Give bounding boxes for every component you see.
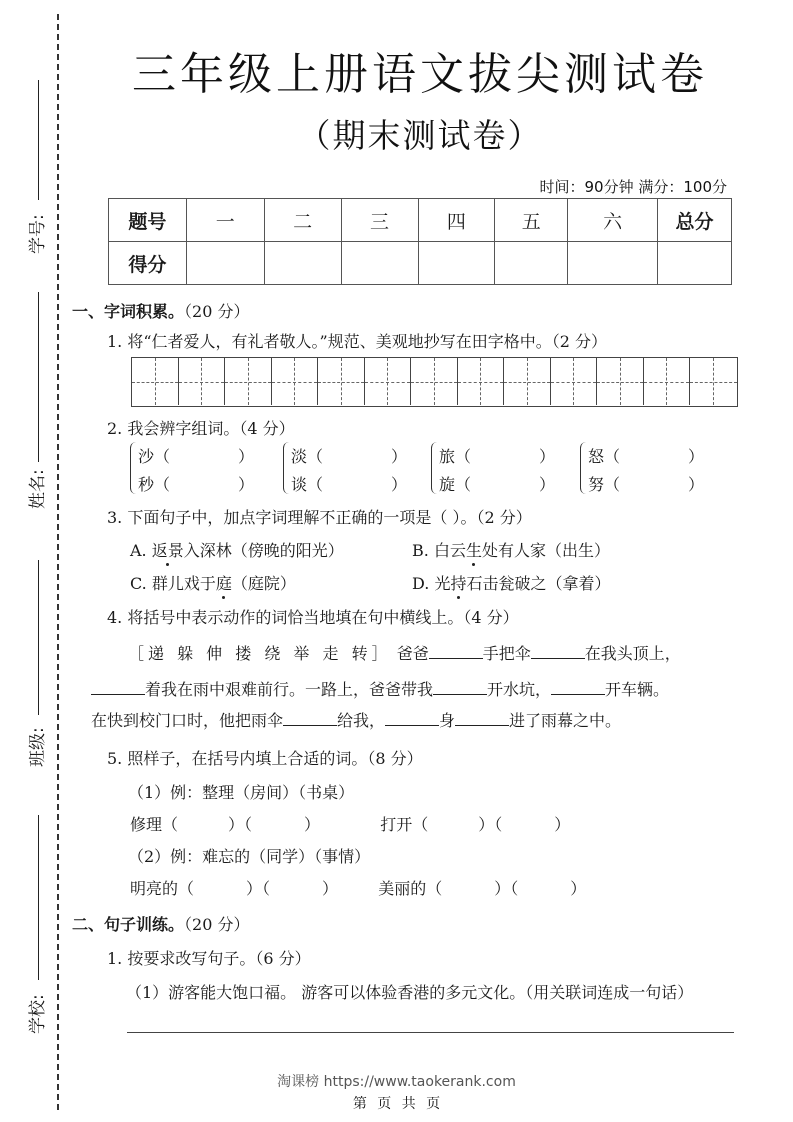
tianzige-cell[interactable] bbox=[365, 358, 412, 405]
tianzige-grid[interactable] bbox=[131, 357, 738, 407]
close-paren: ） bbox=[322, 879, 339, 898]
close-paren: ） bbox=[554, 815, 571, 834]
student-number-underline[interactable] bbox=[38, 80, 39, 200]
close-paren: ） bbox=[391, 447, 408, 466]
fill-blank[interactable] bbox=[429, 643, 483, 659]
score-header-cell: 四 bbox=[418, 199, 495, 242]
dotted-word: 生 bbox=[466, 538, 482, 561]
char-pair-top[interactable] bbox=[439, 444, 556, 467]
sentence-text: 开车辆。 bbox=[605, 680, 670, 699]
tianzige-cell[interactable] bbox=[690, 358, 737, 405]
sentence-text: 进了雨幕之中。 bbox=[509, 711, 622, 730]
footer-website: 淘课榜 https://www.taokerank.com bbox=[277, 1074, 516, 1090]
brace-icon bbox=[431, 442, 439, 494]
option-letter: A. bbox=[130, 541, 147, 560]
char-pair-bottom[interactable] bbox=[291, 472, 408, 495]
school-label: 学校: bbox=[28, 994, 48, 1034]
option-letter: D. bbox=[412, 574, 430, 593]
option-text: 石击瓮破之（拿着） bbox=[466, 574, 611, 593]
exam-time-score: 时间：90分钟 满分：100分 bbox=[539, 178, 727, 196]
option-text: 处有人家（出生） bbox=[481, 541, 610, 560]
question-1-2-prompt: 2. 我会辨字组词。（4 分） bbox=[107, 419, 295, 438]
name-underline[interactable] bbox=[38, 292, 39, 462]
pair-char: 旅（ bbox=[439, 447, 472, 466]
option-d[interactable] bbox=[412, 571, 610, 594]
score-header-cell: 一 bbox=[186, 199, 264, 242]
score-table bbox=[108, 198, 732, 285]
q5-fill-row-2 bbox=[130, 876, 586, 899]
pair-char: 努（ bbox=[588, 475, 621, 494]
sentence-text: 爸爸 bbox=[396, 644, 429, 663]
score-row-label: 得分 bbox=[109, 242, 187, 285]
close-paren: ） bbox=[238, 475, 255, 494]
q4-line-2 bbox=[91, 677, 669, 700]
q5-example-2: （2）例：难忘的（同学）（事情） bbox=[128, 847, 371, 866]
close-paren: ） bbox=[570, 879, 587, 898]
brace-icon bbox=[130, 442, 138, 494]
char-pair-top[interactable] bbox=[291, 444, 408, 467]
sentence-text: 给我， bbox=[337, 711, 386, 730]
option-b[interactable] bbox=[412, 538, 610, 561]
section-1-heading bbox=[72, 299, 249, 322]
tianzige-cell[interactable] bbox=[458, 358, 505, 405]
score-input-cell[interactable] bbox=[658, 242, 732, 285]
pair-char: 沙（ bbox=[138, 447, 171, 466]
tianzige-cell[interactable] bbox=[318, 358, 365, 405]
sentence-text: 在我头顶上， bbox=[584, 644, 681, 663]
fill-blank[interactable] bbox=[531, 643, 585, 659]
fill-blank[interactable] bbox=[283, 710, 337, 726]
word-bank: ［递 躲 伸 搂 绕 举 走 转］ bbox=[128, 644, 392, 663]
question-1-3-prompt: 3. 下面句子中，加点字词理解不正确的一项是（ ）。（2 分） bbox=[107, 508, 532, 527]
pair-char: 谈（ bbox=[291, 475, 324, 494]
score-table-score-row bbox=[109, 242, 732, 285]
option-text: 群儿戏于 bbox=[151, 574, 216, 593]
paren-mid: ）（ bbox=[494, 879, 519, 898]
close-paren: ） bbox=[238, 447, 255, 466]
score-header-cell: 三 bbox=[341, 199, 418, 242]
question-2-1-sub-1: （1）游客能大饱口福。 游客可以体验香港的多元文化。（用关联词连成一句话） bbox=[126, 983, 694, 1002]
pair-char: 淡（ bbox=[291, 447, 324, 466]
close-paren: ） bbox=[539, 475, 556, 494]
score-input-cell[interactable] bbox=[495, 242, 568, 285]
score-input-cell[interactable] bbox=[186, 242, 264, 285]
score-table-header-row bbox=[109, 199, 732, 242]
fill-prefix: 打开（ bbox=[380, 815, 429, 834]
char-pair-top[interactable] bbox=[138, 444, 255, 467]
class-underline[interactable] bbox=[38, 560, 39, 715]
answer-line[interactable] bbox=[127, 1032, 734, 1033]
char-pair-top[interactable] bbox=[588, 444, 705, 467]
student-number-field[interactable] bbox=[14, 80, 60, 260]
fill-blank[interactable] bbox=[385, 710, 439, 726]
option-c[interactable] bbox=[130, 571, 296, 594]
class-label: 班级: bbox=[28, 727, 48, 767]
question-1-4-prompt: 4. 将括号中表示动作的词恰当地填在句中横线上。（4 分） bbox=[107, 608, 519, 627]
fill-prefix: 明亮的（ bbox=[130, 879, 195, 898]
exam-title: 三年级上册语文拔尖测试卷 bbox=[132, 49, 708, 100]
score-input-cell[interactable] bbox=[341, 242, 418, 285]
option-letter: B. bbox=[412, 541, 429, 560]
option-letter: C. bbox=[130, 574, 147, 593]
pair-char: 秒（ bbox=[138, 475, 171, 494]
close-paren: ） bbox=[304, 815, 321, 834]
q4-line-1 bbox=[128, 641, 681, 664]
student-number-label: 学号: bbox=[28, 214, 48, 254]
paren-mid: ）（ bbox=[246, 879, 271, 898]
char-pair-bottom[interactable] bbox=[138, 472, 255, 495]
tianzige-cell[interactable] bbox=[504, 358, 551, 405]
tianzige-cell[interactable] bbox=[411, 358, 458, 405]
fill-blank[interactable] bbox=[91, 679, 145, 695]
tianzige-cell[interactable] bbox=[644, 358, 691, 405]
school-field[interactable] bbox=[14, 815, 60, 1045]
score-input-cell[interactable] bbox=[264, 242, 341, 285]
question-2-1-prompt: 1. 按要求改写句子。（6 分） bbox=[107, 949, 311, 968]
close-paren: ） bbox=[391, 475, 408, 494]
sentence-text: 在快到校门口时，他把雨伞 bbox=[91, 711, 284, 730]
fill-prefix: 修理（ bbox=[130, 815, 179, 834]
school-underline[interactable] bbox=[38, 815, 39, 980]
q5-fill-row-1 bbox=[130, 812, 570, 835]
dotted-word: 庭 bbox=[216, 571, 232, 594]
fill-blank[interactable] bbox=[433, 679, 487, 695]
question-1-5-prompt: 5. 照样子，在括号内填上合适的词。（8 分） bbox=[107, 749, 423, 768]
section-2-points: （20 分） bbox=[184, 915, 250, 934]
pair-char: 怒（ bbox=[588, 447, 621, 466]
tianzige-cell[interactable] bbox=[132, 358, 179, 405]
name-field[interactable] bbox=[14, 290, 60, 520]
q4-line-3 bbox=[91, 708, 621, 731]
name-label: 姓名: bbox=[28, 469, 48, 509]
sentence-text: 开水坑， bbox=[487, 680, 552, 699]
char-pair-bottom[interactable] bbox=[588, 472, 705, 495]
score-header-cell: 总分 bbox=[658, 199, 732, 242]
option-text: 光 bbox=[434, 574, 451, 593]
sentence-text: 身 bbox=[439, 711, 456, 730]
section-2-title: 二、句子训练。 bbox=[72, 915, 185, 934]
class-field[interactable] bbox=[14, 560, 60, 780]
pair-char: 旋（ bbox=[439, 475, 472, 494]
tianzige-cell[interactable] bbox=[551, 358, 598, 405]
score-header-cell: 题号 bbox=[109, 199, 187, 242]
tianzige-cell[interactable] bbox=[272, 358, 319, 405]
dotted-word: 持 bbox=[450, 571, 466, 594]
score-input-cell[interactable] bbox=[418, 242, 495, 285]
option-text: （庭院） bbox=[231, 574, 296, 593]
q5-example-1: （1）例：整理（房间）（书桌） bbox=[128, 783, 355, 802]
close-paren: ） bbox=[688, 475, 705, 494]
brace-icon bbox=[283, 442, 291, 494]
score-header-cell: 五 bbox=[495, 199, 568, 242]
tianzige-cell[interactable] bbox=[179, 358, 226, 405]
sentence-text: 手把伞 bbox=[482, 644, 531, 663]
section-2-heading bbox=[72, 912, 249, 935]
char-pair-bottom[interactable] bbox=[439, 472, 556, 495]
option-a[interactable] bbox=[130, 538, 344, 561]
section-1-title: 一、字词积累。 bbox=[72, 302, 185, 321]
exam-subtitle: （期末测试卷） bbox=[297, 116, 543, 155]
close-paren: ） bbox=[539, 447, 556, 466]
footer-page-number: 第 页 共 页 bbox=[352, 1096, 441, 1112]
paren-mid: ）（ bbox=[478, 815, 503, 834]
option-text: 白云 bbox=[433, 541, 466, 560]
fill-blank[interactable] bbox=[455, 710, 509, 726]
fill-blank[interactable] bbox=[551, 679, 605, 695]
tianzige-cell[interactable] bbox=[597, 358, 644, 405]
question-1-1-prompt: 1. 将“仁者爱人，有礼者敬人。”规范、美观地抄写在田字格中。（2 分） bbox=[107, 332, 607, 351]
sentence-text: 着我在雨中艰难前行。一路上，爸爸带我 bbox=[145, 680, 434, 699]
score-header-cell: 二 bbox=[264, 199, 341, 242]
close-paren: ） bbox=[688, 447, 705, 466]
fill-prefix: 美丽的（ bbox=[378, 879, 443, 898]
score-input-cell[interactable] bbox=[568, 242, 658, 285]
section-1-points: （20 分） bbox=[184, 302, 250, 321]
paren-mid: ）（ bbox=[228, 815, 253, 834]
brace-icon bbox=[580, 442, 588, 494]
tianzige-cell[interactable] bbox=[225, 358, 272, 405]
dotted-word: 返景 bbox=[152, 538, 184, 561]
option-text: 入深林（傍晚的阳光） bbox=[183, 541, 344, 560]
score-header-cell: 六 bbox=[568, 199, 658, 242]
